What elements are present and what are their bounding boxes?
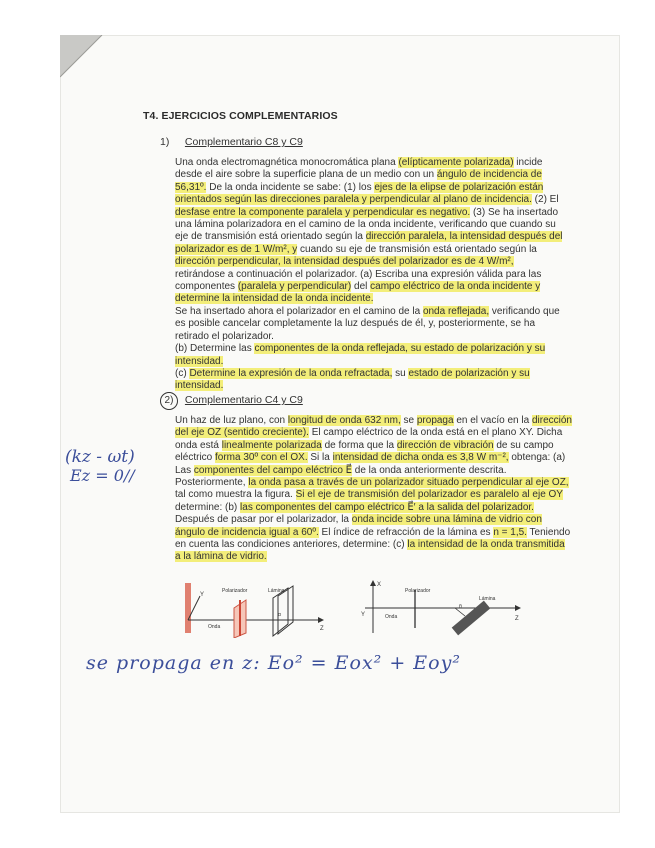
highlighted-text: forma 30º con el OX. <box>215 452 308 464</box>
highlighted-text: dirección <box>531 415 572 426</box>
section-1-title: Complementario C8 y C9 <box>184 136 303 148</box>
text-line <box>175 526 571 539</box>
section-2-title: Complementario C4 y C9 <box>184 394 303 406</box>
handwritten-note-bottom: se propaga en z: Eo² = Eox² + Eoy² <box>86 652 461 674</box>
text-line <box>175 169 542 181</box>
highlighted-text: Si el eje de transmisión del polarizador es paralelo al eje OY <box>295 489 563 501</box>
text-line <box>175 231 563 243</box>
text-line <box>175 281 541 293</box>
text-line <box>175 157 543 169</box>
section-1-number: 1) <box>160 136 170 148</box>
text-segment: de su campo <box>493 439 554 451</box>
text-segment: eje de transmisión está orientado según la <box>175 231 366 243</box>
text-segment: retirado el polarizador. <box>175 330 274 342</box>
highlighted-text: la intensidad de la onda transmitida <box>407 539 565 551</box>
text-segment: verificando que <box>489 305 560 317</box>
text-segment: de forma que la <box>321 439 397 451</box>
text-segment: tal como muestra la figura. <box>175 489 296 501</box>
text-segment: Posteriormente, <box>175 477 249 489</box>
text-segment: (b) Determine las <box>175 343 255 355</box>
text-segment: incide <box>513 157 543 168</box>
highlighted-text: onda incide sobre una lámina de vidrio con <box>351 514 542 526</box>
text-line <box>175 415 572 427</box>
margin-note-phase: (kz - ωt) <box>65 447 135 467</box>
text-segment: Teniendo <box>526 526 571 538</box>
highlighted-text: onda reflejada, <box>422 305 490 317</box>
section-1-text <box>175 157 563 393</box>
text-line <box>175 343 546 355</box>
text-segment: desde el aire sobre la superficie plana de un medio con un <box>175 169 437 181</box>
text-line <box>175 427 563 439</box>
highlighted-text: ejes de la elipse de polarización están <box>374 181 544 193</box>
text-segment: onda está <box>175 439 222 451</box>
text-line <box>175 194 559 206</box>
text-segment: cuando su eje de transmisión está orientado según la <box>297 243 537 255</box>
margin-note-ez: Ez = 0// <box>70 466 135 485</box>
text-line <box>175 439 554 452</box>
section-2-text <box>175 415 572 564</box>
highlighted-text: las componentes del campo eléctrico E⃗′ a la salida del polarizador. <box>240 501 534 513</box>
section-2-heading <box>160 392 303 410</box>
text-line <box>175 356 510 368</box>
text-segment: en el vacío en la <box>453 415 532 426</box>
text-segment: de la onda anteriormente descrita. <box>351 464 507 476</box>
text-line <box>175 514 542 526</box>
label-wave-right: Onda <box>385 614 398 620</box>
highlighted-text: longitud de onda 632 nm, <box>287 415 401 426</box>
highlighted-text: propaga <box>416 415 454 426</box>
highlighted-text: 56,31º. <box>175 181 207 193</box>
text-segment: se <box>400 415 417 426</box>
text-segment: El índice de refracción de la lámina es <box>318 526 494 538</box>
text-segment: Después de pasar por el polarizador, la <box>175 514 352 526</box>
text-segment: retirándose a continuación el polarizador. (a) Escriba una expresión válida para las <box>175 268 542 280</box>
text-segment: Se ha insertado ahora el polarizador en el camino de la <box>175 305 423 317</box>
text-line <box>175 243 537 256</box>
text-segment: es posible cancelar completamente la luz después de él, y, posteriormente, se ha <box>175 318 536 330</box>
highlighted-text: (elípticamente polarizada) <box>398 157 514 168</box>
text-line <box>175 551 510 563</box>
highlighted-text: Determine la expresión de la onda refractada, <box>189 367 393 379</box>
highlighted-text: la onda pasa a través de un polarizador situado perpendicular al eje OZ, <box>248 477 569 489</box>
text-line <box>175 465 510 477</box>
text-segment: eléctrico <box>175 452 216 464</box>
text-line <box>175 181 544 194</box>
plate-right <box>452 601 491 636</box>
text-segment: una lámina polarizadora en el camino de la onda incidente, verificando que cuando su <box>175 219 556 231</box>
text-segment: (2) El <box>531 194 559 206</box>
text-line <box>175 305 560 318</box>
text-line <box>175 539 565 551</box>
text-line <box>175 452 566 464</box>
text-segment: su <box>392 367 409 379</box>
label-wave-left: Onda <box>208 624 221 630</box>
label-theta-right: θ <box>459 604 462 610</box>
text-line <box>175 380 510 392</box>
text-line <box>175 489 563 501</box>
text-segment: Un haz de luz plano, con <box>175 415 288 426</box>
label-alpha-left: α <box>278 612 281 618</box>
section-1-heading <box>160 136 303 148</box>
page-title: T4. EJERCICIOS COMPLEMENTARIOS <box>143 110 338 122</box>
label-x-right: X <box>377 582 382 588</box>
label-z-right: Z <box>515 616 519 622</box>
text-segment: determine: (b) <box>175 501 241 513</box>
text-segment: De la onda incidente se sabe: (1) los <box>206 181 375 193</box>
highlighted-text: dirección paralela, la intensidad después del <box>365 231 563 243</box>
text-segment: Las <box>175 464 194 476</box>
text-line <box>175 477 569 489</box>
highlighted-text: ángulo de incidencia igual a 60º. <box>175 526 319 538</box>
text-line <box>175 501 534 514</box>
highlighted-text: dirección de vibración <box>396 439 494 451</box>
label-plate-right: Lámina <box>479 596 496 602</box>
text-line <box>175 268 542 281</box>
text-segment: El campo eléctrico de la onda está en el plano XY. Dicha <box>308 427 563 439</box>
text-segment: en cuenta las condiciones anteriores, determine: (c) <box>175 539 408 551</box>
folded-corner <box>60 35 120 95</box>
label-y-left: Y <box>200 592 205 598</box>
label-y-right: Y <box>361 612 366 618</box>
highlighted-text: componentes del campo eléctrico E⃗ <box>193 464 352 476</box>
text-line <box>175 367 530 380</box>
text-segment: (c) <box>175 367 190 379</box>
highlighted-text: a la lámina de vidrio. <box>175 551 267 563</box>
figure-right <box>355 578 525 638</box>
highlighted-text: dirección perpendicular, la intensidad después del polarizador es de 4 W/m², <box>175 256 514 268</box>
highlighted-text: n = 1,5. <box>493 526 527 538</box>
text-segment: obtenga: (a) <box>508 452 566 464</box>
text-segment: del <box>351 281 371 293</box>
text-line <box>175 318 536 330</box>
text-line <box>175 219 556 231</box>
text-line <box>175 206 559 219</box>
highlighted-text: ángulo de incidencia de <box>436 169 542 181</box>
highlighted-text: estado de polarización y su <box>408 367 530 379</box>
highlighted-text: intensidad de dicha onda es 3,8 W m⁻², <box>332 452 509 464</box>
highlighted-text: del eje OZ (sentido creciente). <box>175 427 309 439</box>
text-line <box>175 256 514 268</box>
text-segment: (3) Se ha insertado <box>470 206 559 218</box>
highlighted-text: intensidad. <box>175 380 224 392</box>
highlighted-text: desfase entre la componente paralela y perpendicular es negativo. <box>175 206 471 218</box>
text-segment: Si la <box>307 452 333 464</box>
highlighted-text: polarizador es de 1 W/m², y <box>175 243 298 255</box>
highlighted-text: intensidad. <box>175 355 224 367</box>
text-segment: componentes <box>175 281 238 293</box>
label-polarizer-left: Polarizador <box>222 588 248 594</box>
text-line <box>175 331 510 343</box>
label-plate-left: Lámina <box>268 588 285 594</box>
highlighted-text: (paralela y perpendicular) <box>237 281 352 293</box>
highlighted-text: linealmente polarizada <box>221 439 322 451</box>
highlighted-text: campo eléctrico de la onda incidente y <box>370 281 541 293</box>
text-segment: Una onda electromagnética monocromática plana <box>175 157 399 168</box>
section-2-number: 2) <box>160 392 178 410</box>
text-line <box>175 293 510 305</box>
highlighted-text: componentes de la onda reflejada, su estado de polarización y su <box>254 343 546 355</box>
highlighted-text: orientados según las direcciones paralela y perpendicular al plano de incidencia. <box>175 194 532 206</box>
highlighted-text: determine la intensidad de la onda incidente. <box>175 293 374 305</box>
label-polarizer-right: Polarizador <box>405 588 431 594</box>
figure-left <box>178 578 328 638</box>
label-z-left: Z <box>320 626 324 632</box>
